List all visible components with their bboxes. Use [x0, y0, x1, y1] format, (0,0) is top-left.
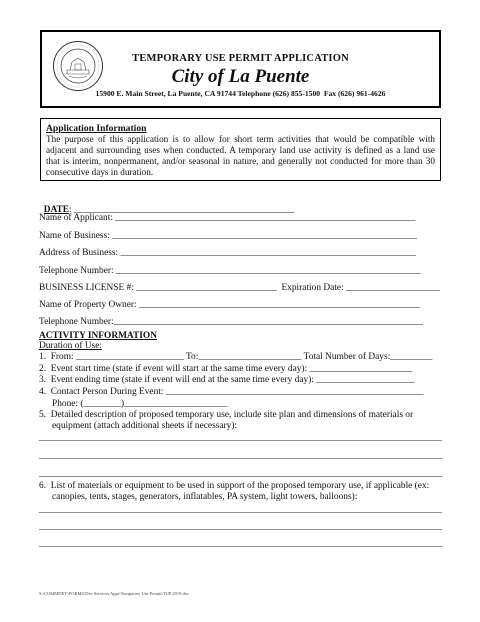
description-line[interactable]: ______________________________________________________________________________________ [39, 433, 443, 443]
description-label-cont: equipment (attach additional sheets if necessary): [52, 421, 238, 431]
date-label: DATE [43, 205, 70, 215]
materials-label-cont: canopies, tents, stages, generators, inflatables, PA system, light towers, balloons): [52, 492, 358, 502]
from-to-days-field[interactable]: 1. From: _______________________ To:______________________ Total Number of Days:_________ [39, 352, 433, 362]
event-end-field[interactable]: 3. Event ending time (state if event will end at the same time every day): _____________________ [39, 375, 415, 385]
materials-label: 6. List of materials or equipment to be used in support of the proposed temporary use, if applicable (ex: [39, 481, 430, 491]
business-license-field[interactable]: BUSINESS LICENSE #: ______________________________ Expiration Date: ____________________ [39, 283, 440, 293]
city-address: 15900 E. Main Street, La Puente, CA 91744 Telephone (626) 855-1500 Fax (626) 961-4626 [95, 89, 386, 98]
contact-person-field[interactable]: 4. Contact Person During Event: _______________________________________________________ [39, 387, 424, 397]
property-owner-field[interactable]: Name of Property Owner: ____________________________________________________________ [39, 300, 421, 310]
city-name: City of La Puente [171, 66, 310, 87]
description-line[interactable]: ______________________________________________________________________________________ [39, 469, 443, 479]
business-name-field[interactable]: Name of Business: _________________________________________________________________ [39, 231, 417, 241]
description-label: 5. Detailed description of proposed temporary use, include site plan and dimensions of materials or [39, 410, 414, 420]
info-heading: Application Information [46, 123, 147, 134]
applicant-name-field[interactable]: Name of Applicant: ________________________________________________________________ [39, 213, 416, 223]
materials-line[interactable]: ______________________________________________________________________________________ [39, 522, 443, 532]
owner-telephone-field[interactable]: Telephone Number:__________________________________________________________________ [39, 317, 423, 327]
duration-label: Duration of Use: [39, 341, 103, 351]
activity-heading: ACTIVITY INFORMATION [39, 331, 157, 341]
file-path-footer: S:\COMMDEV\FORMS\Dev Services Apps\Temporary Use Permit\TUP 2019.doc [39, 591, 190, 596]
telephone-field[interactable]: Telephone Number: _________________________________________________________________ [39, 266, 421, 276]
header-box [40, 30, 441, 108]
materials-line[interactable]: ______________________________________________________________________________________ [39, 539, 443, 549]
form-title: TEMPORARY USE PERMIT APPLICATION [132, 53, 349, 64]
materials-line[interactable]: ______________________________________________________________________________________ [39, 505, 443, 515]
description-line[interactable]: ______________________________________________________________________________________ [39, 451, 443, 461]
application-info-box [40, 118, 441, 181]
business-address-field[interactable]: Address of Business: _______________________________________________________________ [39, 248, 416, 258]
date-line: : _______________________________________________ [69, 205, 295, 215]
contact-phone-field[interactable]: Phone: (________)______________________ [52, 399, 228, 409]
event-start-field[interactable]: 2. Event start time (state if event will start at the same time every day): ______________________ [39, 364, 413, 374]
info-body: The purpose of this application is to allow for short term activities that would be compatible with adjacent and surrounding uses when conducted. A temporary land use activity is defined as a land use that is interim, nonpermanent, and/or seasonal in nature, and generally not conducted for more than 30 consecutive days in duration. [46, 134, 435, 177]
